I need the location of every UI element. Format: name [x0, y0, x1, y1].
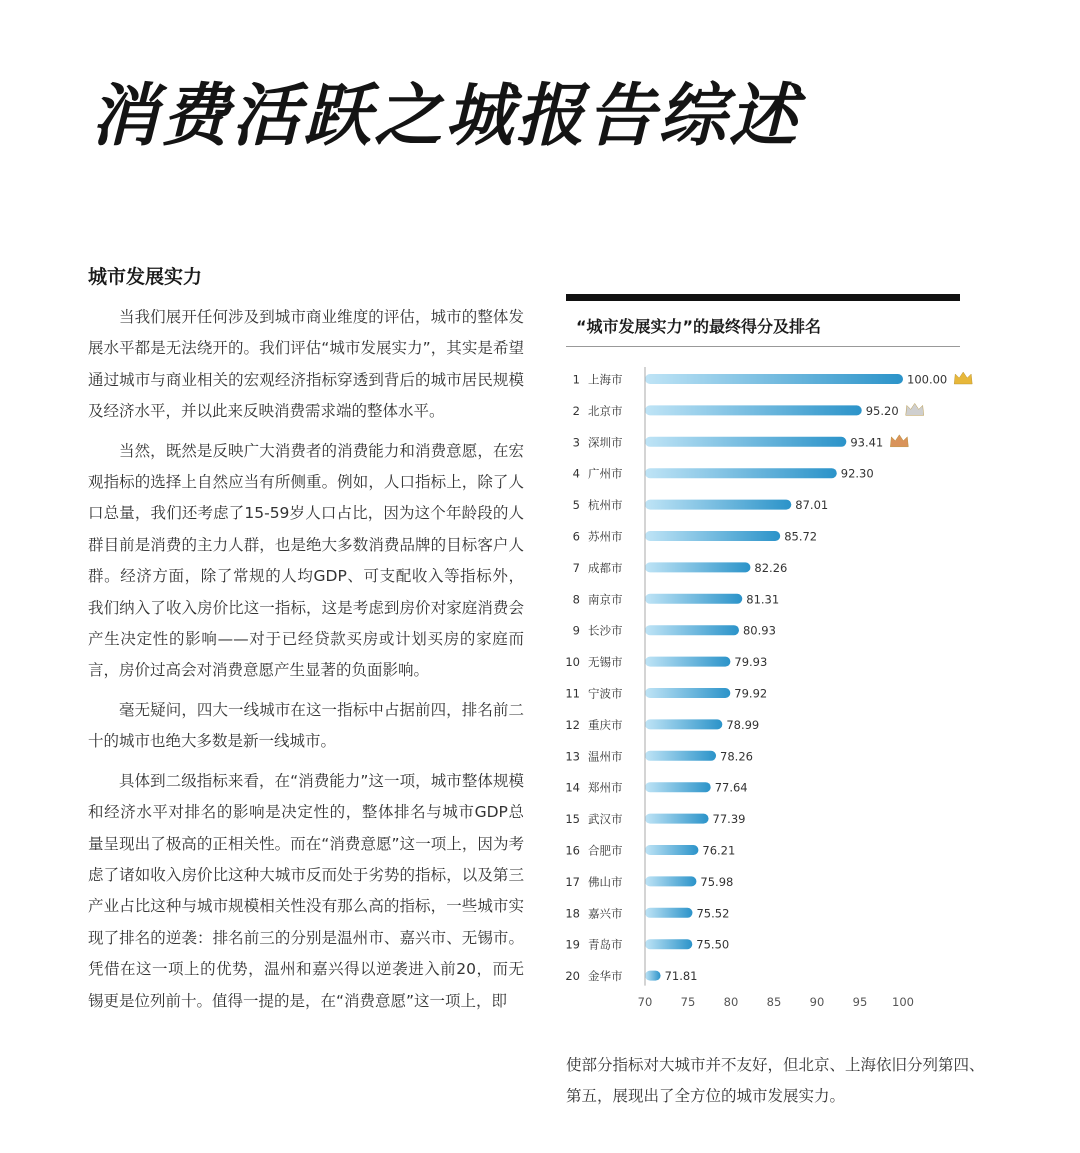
bronze-crown-icon	[890, 435, 908, 447]
bar	[645, 688, 730, 698]
city-label: 嘉兴市	[588, 906, 623, 921]
value-label: 87.01	[795, 498, 829, 513]
bar	[645, 468, 837, 478]
bar	[645, 814, 709, 824]
city-label: 郑州市	[588, 780, 623, 795]
rank-label: 12	[565, 717, 580, 732]
paragraph-5: 使部分指标对大城市并不友好，但北京、上海依旧分列第四、第五，展现出了全方位的城市发展实力。	[566, 1056, 985, 1106]
city-label: 长沙市	[588, 623, 623, 638]
x-tick-label: 100	[892, 995, 914, 1009]
rank-label: 8	[572, 592, 580, 607]
value-label: 93.41	[850, 435, 884, 450]
paragraph-2: 当然，既然是反映广大消费者的消费能力和消费意愿，在宏观指标的选择上自然应当有所侧重。例如，人口指标上，除了人口总量，我们还考虑了15-59岁人口占比，因为这个年龄段的人群目前是消费的主力人群，也是绝大多数消费品牌的目标客户人群。经济方面，除了常规的人均GDP、可支配收入等指标外，我们纳入了收入房价比这一指标，这是考虑到房价对家庭消费会产生决定性的影响——对于已经贷款买房或计划买房的家庭而言，房价过高会对消费意愿产生显著的负面影响。	[88, 441, 524, 680]
city-label: 杭州市	[588, 498, 623, 513]
city-label: 宁波市	[588, 686, 623, 701]
bar	[645, 374, 903, 384]
bar	[645, 562, 750, 572]
x-tick-label: 70	[637, 995, 653, 1009]
rank-label: 19	[565, 937, 580, 952]
page-title: 消费活跃之城报告综述	[90, 77, 801, 156]
x-tick-label: 75	[680, 995, 696, 1009]
value-label: 78.99	[726, 717, 760, 732]
city-label: 苏州市	[588, 529, 623, 544]
value-label: 82.26	[754, 560, 788, 575]
city-label: 北京市	[588, 403, 623, 418]
rank-label: 6	[572, 529, 580, 544]
section-heading: 城市发展实力	[88, 266, 203, 288]
x-tick-label: 85	[766, 995, 782, 1009]
paragraph-1: 当我们展开任何涉及到城市商业维度的评估，城市的整体发展水平都是无法绕开的。我们评估“城市发展实力”，其实是希望通过城市与商业相关的宏观经济指标穿透到背后的城市居民规模及经济水平，并以此来反映消费需求端的整体水平。	[88, 308, 524, 421]
bar	[645, 845, 698, 855]
silver-crown-icon	[906, 403, 924, 415]
bar	[645, 908, 692, 918]
bar	[645, 594, 742, 604]
value-label: 75.52	[696, 906, 730, 921]
rank-label: 17	[565, 874, 580, 889]
value-label: 95.20	[865, 403, 899, 418]
bar	[645, 971, 661, 981]
city-label: 温州市	[588, 749, 623, 764]
paragraph-3: 毫无疑问，四大一线城市在这一指标中占据前四，排名前二十的城市也绝大多数是新一线城市。	[88, 700, 524, 751]
city-label: 无锡市	[588, 655, 623, 670]
rank-label: 3	[572, 435, 580, 450]
rank-label: 18	[565, 906, 580, 921]
rank-label: 4	[572, 466, 580, 481]
value-label: 85.72	[784, 529, 818, 544]
x-tick-label: 95	[852, 995, 868, 1009]
city-label: 深圳市	[588, 435, 623, 450]
rank-label: 15	[565, 812, 580, 827]
city-label: 佛山市	[588, 874, 623, 889]
rank-label: 14	[565, 780, 580, 795]
continued-text	[566, 1050, 996, 1113]
city-label: 广州市	[588, 466, 623, 481]
bar	[645, 782, 711, 792]
rank-label: 16	[565, 843, 580, 858]
city-label: 青岛市	[588, 937, 623, 952]
value-label: 77.64	[714, 780, 748, 795]
chart-title: “城市发展实力”的最终得分及排名	[576, 317, 822, 336]
value-label: 81.31	[746, 592, 780, 607]
value-label: 76.21	[702, 843, 736, 858]
bar	[645, 500, 791, 510]
rank-label: 2	[572, 403, 580, 418]
bar	[645, 405, 862, 415]
rank-label: 5	[572, 498, 580, 513]
city-label: 成都市	[588, 560, 623, 575]
rank-label: 1	[572, 372, 580, 387]
x-tick-label: 80	[723, 995, 739, 1009]
bar	[645, 719, 722, 729]
city-label: 南京市	[588, 592, 623, 607]
rank-label: 10	[565, 655, 580, 670]
rank-label: 7	[572, 560, 580, 575]
city-label: 合肥市	[588, 843, 623, 858]
value-label: 75.50	[696, 937, 730, 952]
value-label: 79.92	[734, 686, 768, 701]
bar	[645, 657, 730, 667]
rank-label: 9	[572, 623, 580, 638]
city-label: 金华市	[588, 969, 623, 984]
city-label: 重庆市	[588, 717, 623, 732]
bar	[645, 751, 716, 761]
paragraph-4: 具体到二级指标来看，在“消费能力”这一项，城市整体规模和经济水平对排名的影响是决定性的，整体排名与城市GDP总量呈现出了极高的正相关性。而在“消费意愿”这一项上，因为考虑了诸如收入房价比这种大城市反而处于劣势的指标，以及第三产业占比这种与城市规模相关性没有那么高的指标，一些城市实现了排名的逆袭：排名前三的分别是温州市、嘉兴市、无锡市。凭借在这一项上的优势，温州和嘉兴得以逆袭进入前20，而无锡更是位列前十。值得一提的是，在“消费意愿”这一项上，即	[88, 771, 524, 1010]
value-label: 77.39	[712, 812, 746, 827]
bar	[645, 939, 692, 949]
value-label: 78.26	[720, 749, 753, 764]
value-label: 80.93	[742, 623, 776, 638]
bar	[645, 437, 846, 447]
city-label: 上海市	[588, 372, 623, 387]
gold-crown-icon	[954, 372, 972, 384]
rank-label: 11	[565, 686, 580, 701]
x-tick-label: 90	[809, 995, 825, 1009]
value-label: 100.00	[907, 372, 948, 387]
value-label: 75.98	[700, 874, 734, 889]
rank-label: 13	[565, 749, 580, 764]
bar	[645, 625, 739, 635]
value-label: 79.93	[734, 655, 768, 670]
rank-label: 20	[565, 969, 580, 984]
bar	[645, 876, 696, 886]
city-label: 武汉市	[588, 812, 623, 827]
value-label: 71.81	[664, 969, 698, 984]
bar	[645, 531, 780, 541]
value-label: 92.30	[840, 466, 874, 481]
